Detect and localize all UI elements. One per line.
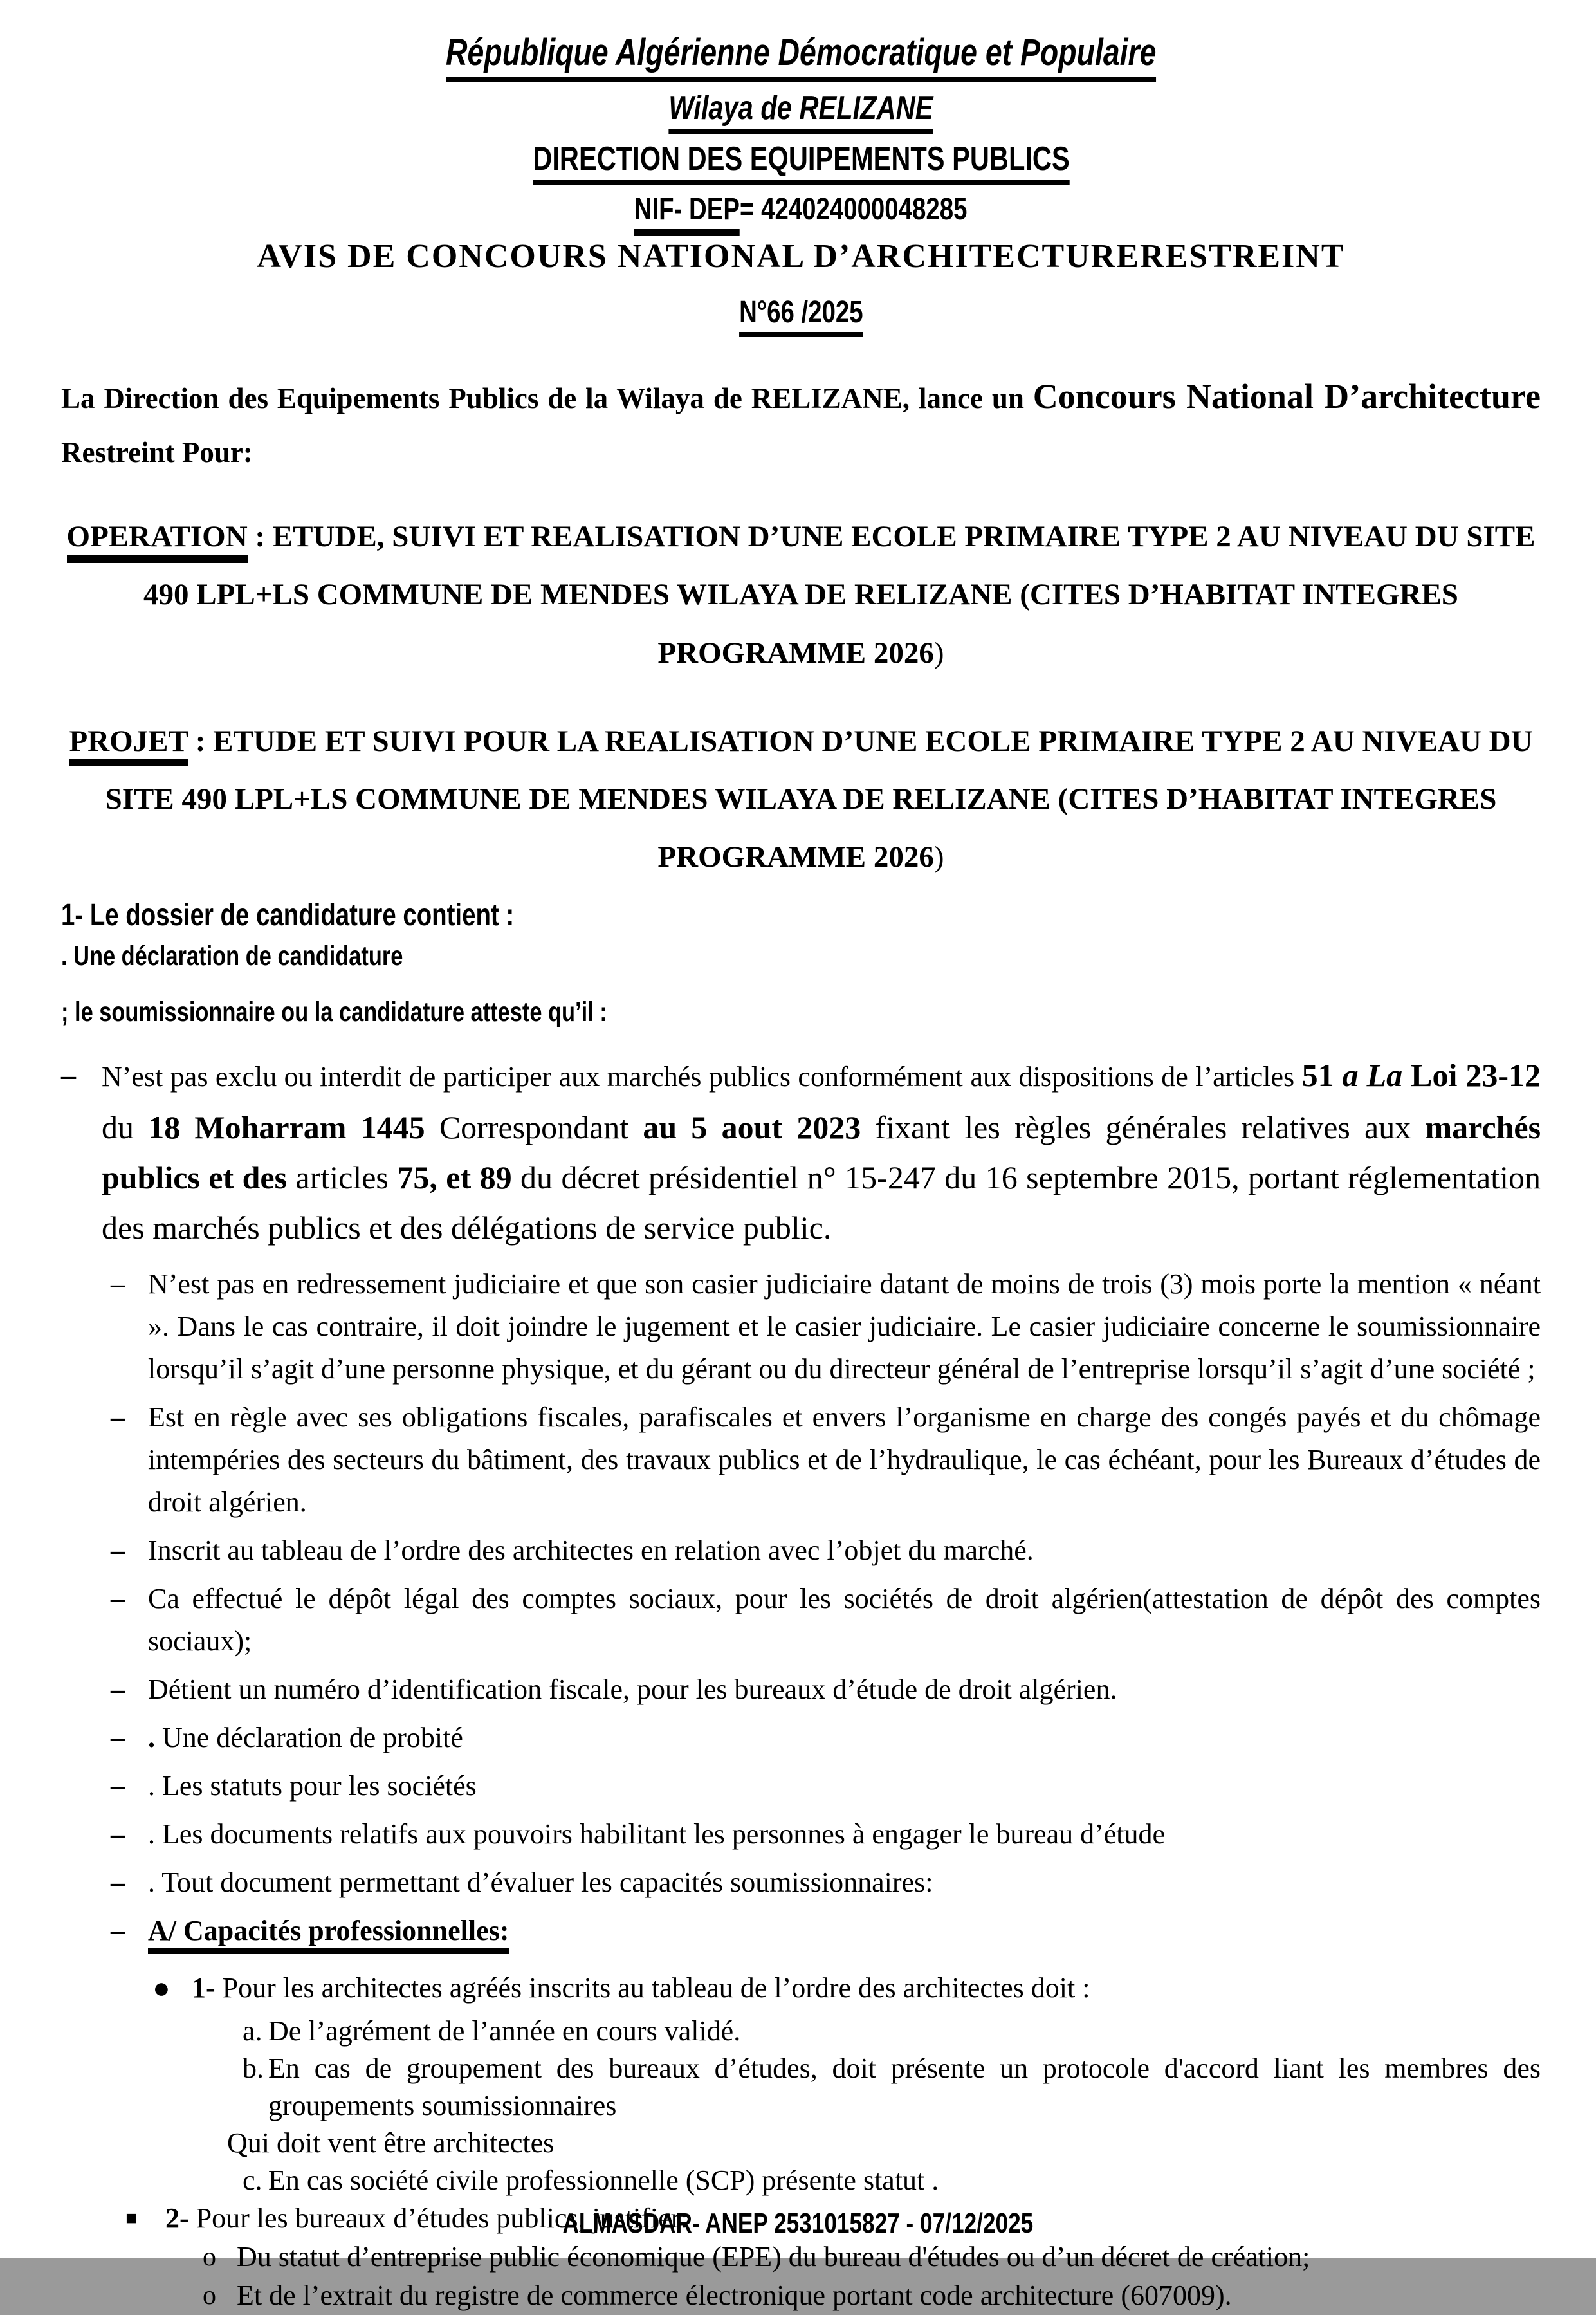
circle-marker: o xyxy=(203,2280,216,2310)
dash-marker: – xyxy=(111,1401,125,1433)
dash-marker: – xyxy=(111,1268,125,1300)
dossier-line2: . Une déclaration de candidature xyxy=(61,940,403,972)
condition-item-inscrit: – Inscrit au tableau de l’ordre des architectes en relation avec l’objet du marché. xyxy=(111,1529,1541,1572)
condition-item-statuts: – . Les statuts pour les sociétés xyxy=(111,1765,1541,1807)
architectes-item: ● 1- Pour les architectes agréés inscrits au tableau de l’ordre des architectes doit : xyxy=(152,1969,1541,2007)
condition-item-tout-document: – . Tout document permettant d’évaluer les capacités soumissionnaires: xyxy=(111,1861,1541,1904)
dash-marker: – xyxy=(111,1866,125,1898)
avis-title-line xyxy=(61,237,1541,275)
o-item-statut-epe: o Du statut d’entreprise public économique (EPE) du bureau d'études ou d’un décret de création; xyxy=(203,2238,1541,2276)
nif-value: = 424024000048285 xyxy=(740,192,968,226)
concours-highlight: Concours National D’architecture xyxy=(1032,377,1541,416)
footer-anep-line xyxy=(0,2207,1596,2240)
avis-title: AVIS DE CONCOURS NATIONAL D’ARCHITECTURERESTREINT xyxy=(257,238,1345,275)
bullet-marker: ● xyxy=(152,1971,170,2004)
condition-item-exclusion: – N’est pas exclu ou interdit de participer aux marchés publics conformément aux dispositions de l’articles 51 a La Loi 23-12 du 18 Moharram 1445 Correspondant au 5 aout 2023 fixant les règles générales relatives aux marchés publics et des articles 75, et 89 du décret présidentiel n° 15-247 du 16 septembre 2015, portant réglementation des marchés publics et des délégations de service public. xyxy=(61,1050,1541,1253)
bureaux-publics-item: ■ 2- Pour les bureaux d’études publics, justifier: xyxy=(125,2199,1541,2238)
dash-marker: – xyxy=(61,1058,76,1091)
circle-marker: o xyxy=(203,2242,216,2272)
operation-text: ETUDE, SUIVI ET REALISATION D’UNE ECOLE PRIMAIRE TYPE 2 AU NIVEAU DU SITE 490 LPL+LS COMMUNE DE MENDES WILAYA DE RELIZANE (CITES D’HABITAT INTEGRES PROGRAMME 2026 xyxy=(143,520,1536,670)
projet-text: ETUDE ET SUIVI POUR LA REALISATION D’UNE ECOLE PRIMAIRE TYPE 2 AU NIVEAU DU SITE 490 LPL+LS COMMUNE DE MENDES WILAYA DE RELIZANE (CITES D’HABITAT INTEGRES PROGRAMME 2026 xyxy=(105,724,1533,874)
header-direction-line xyxy=(61,140,1541,185)
header-wilaya-line xyxy=(61,89,1541,134)
square-marker: ■ xyxy=(125,2207,138,2229)
o-item-registre-commerce: o Et de l’extrait du registre de commerce électronique portant code architecture (607009). xyxy=(203,2276,1541,2315)
dossier-line3: ; le soumissionnaire ou la candidature atteste qu’il : xyxy=(61,996,607,1028)
direction-title: DIRECTION DES EQUIPEMENTS PUBLICS xyxy=(533,140,1069,185)
sub-item-c: c. En cas société civile professionnelle (SCP) présente statut . xyxy=(243,2164,939,2196)
header-nif-line xyxy=(61,192,1541,227)
operation-label: OPERATION xyxy=(67,520,248,563)
dash-marker: – xyxy=(111,1673,125,1705)
condition-item-fiscales: – Est en règle avec ses obligations fiscales, parafiscales et envers l’organisme en charge des congés payés et du chômage intempéries des secteurs du bâtiment, des travaux publics et de l’hydraulique, le cas échéant, pour les Bureaux d’études de droit algérien. xyxy=(111,1396,1541,1524)
header-republic-line xyxy=(61,31,1541,82)
sub-item-b: b. En cas de groupement des bureaux d’études, doit présente un protocole d'accord liant les membres des groupements soumissionnaires xyxy=(243,2052,1541,2121)
republic-title: République Algérienne Démocratique et Populaire xyxy=(446,31,1156,82)
condition-item-redressement: – N’est pas en redressement judiciaire et que son casier judiciaire datant de moins de trois (3) mois porte la mention « néant ». Dans le cas contraire, il doit joindre le jugement et le casier judiciaire. Le casier judiciaire concerne le soumissionnaire lorsqu’il s’agit d’une personne physique, et du gérant ou du directeur général de l’entreprise lorsqu’il s’agit d’une société ; xyxy=(111,1263,1541,1390)
nif-label: NIF- DEP xyxy=(634,192,740,236)
avis-number: N°66 /2025 xyxy=(739,295,863,337)
qui-doit-line: Qui doit vent être architectes xyxy=(227,2126,555,2159)
projet-label: PROJET xyxy=(69,724,188,766)
condition-item-depot-legal: – Ca effectué le dépôt légal des comptes sociaux, pour les sociétés de droit algérien(attestation de dépôt des comptes sociaux); xyxy=(111,1578,1541,1663)
wilaya-title: Wilaya de RELIZANE xyxy=(668,89,933,134)
condition-item-pouvoirs: – . Les documents relatifs aux pouvoirs habilitant les personnes à engager le bureau d’étude xyxy=(111,1813,1541,1856)
footer-text: ALMASDAR- ANEP 2531015827 - 07/12/2025 xyxy=(562,2208,1034,2239)
dash-marker: – xyxy=(111,1914,125,1946)
condition-item-probite: – . Une déclaration de probité xyxy=(111,1717,1541,1759)
projet-block: PROJET : ETUDE ET SUIVI POUR LA REALISATION D’UNE ECOLE PRIMAIRE TYPE 2 AU NIVEAU DU SITE 490 LPL+LS COMMUNE DE MENDES WILAYA DE RELIZANE (CITES D’HABITAT INTEGRES PROGRAMME 2026) xyxy=(69,724,1533,874)
avis-number-line xyxy=(61,295,1541,337)
dash-marker: – xyxy=(111,1818,125,1850)
intro-paragraph: La Direction des Equipements Publics de la Wilaya de RELIZANE, lance un Concours National D’architecture Restreint Pour: xyxy=(61,377,1541,468)
dossier-heading: 1- Le dossier de candidature contient : xyxy=(61,898,515,932)
operation-block: OPERATION : ETUDE, SUIVI ET REALISATION D’UNE ECOLE PRIMAIRE TYPE 2 AU NIVEAU DU SITE 490 LPL+LS COMMUNE DE MENDES WILAYA DE RELIZANE (CITES D’HABITAT INTEGRES PROGRAMME 2026) xyxy=(66,520,1536,670)
dash-marker: – xyxy=(111,1769,125,1802)
dash-marker: – xyxy=(111,1721,125,1753)
capacites-heading: A/ Capacités professionnelles: xyxy=(148,1915,509,1954)
dash-marker: – xyxy=(111,1534,125,1566)
section-capacites-professionnelles xyxy=(111,1910,1541,1952)
condition-item-nif: – Détient un numéro d’identification fiscale, pour les bureaux d’étude de droit algérien. xyxy=(111,1668,1541,1711)
sub-item-a: a. De l’agrément de l’année en cours validé. xyxy=(243,2015,741,2047)
dash-marker: – xyxy=(111,1582,125,1614)
